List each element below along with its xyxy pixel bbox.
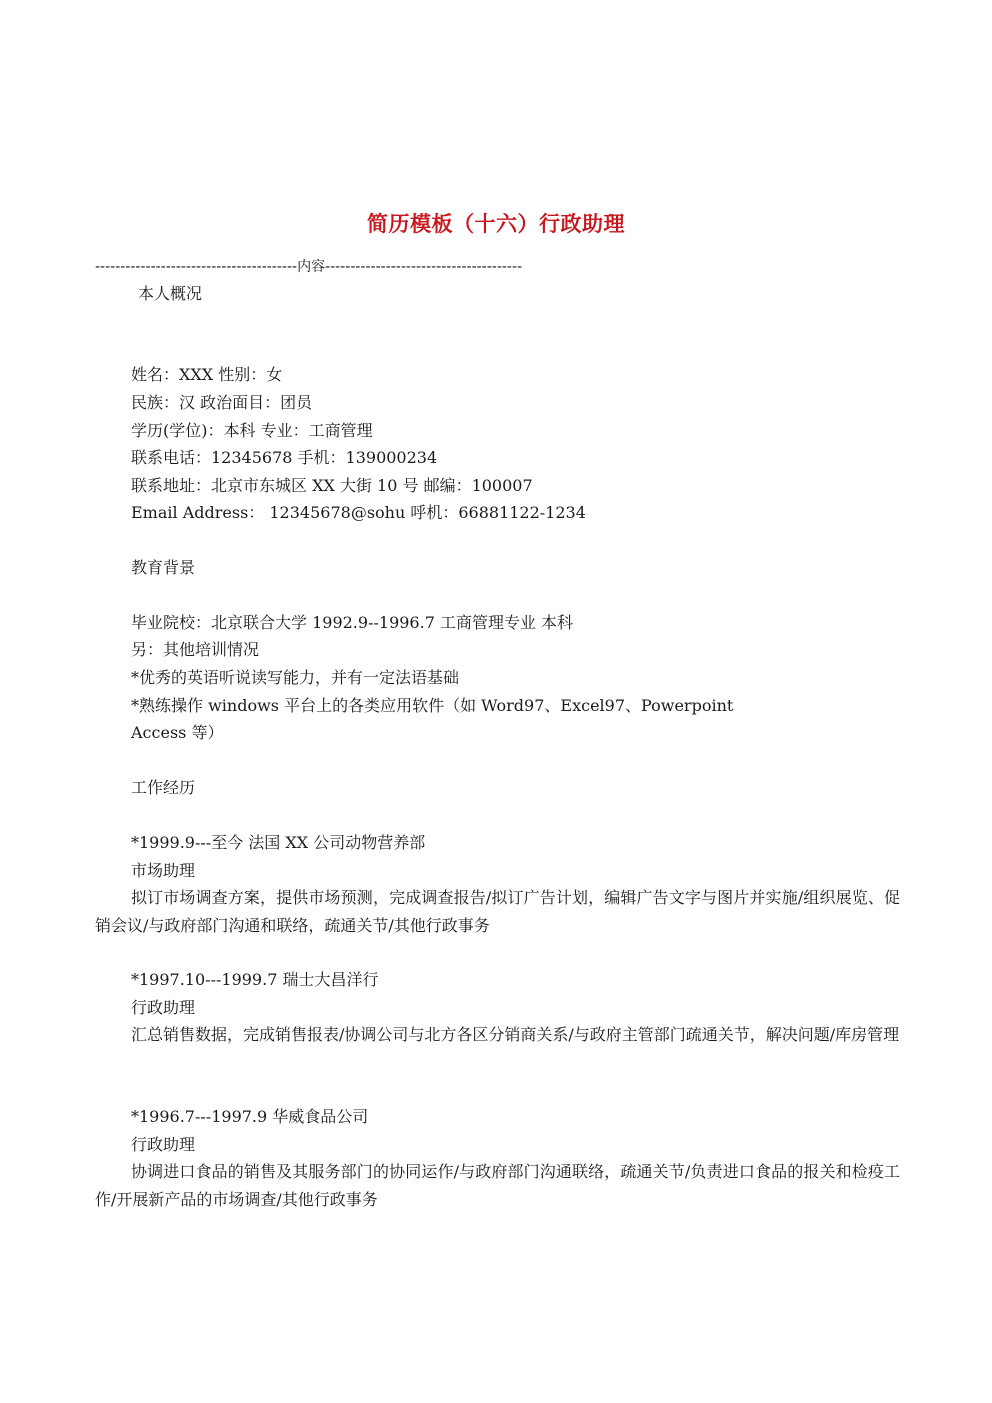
job-period: *1999.9---至今 法国 XX 公司动物营养部	[131, 833, 426, 852]
job-period: *1997.10---1999.7 瑞士大昌洋行	[131, 970, 379, 989]
job-duties: 协调进口食品的销售及其服务部门的协同运作/与政府部门沟通联络，疏通关节/负责进口食品的报关和检疫工作/开展新产品的市场调查/其他行政事务	[95, 1162, 900, 1209]
education-skill-language: *优秀的英语听说读写能力，并有一定法语基础	[131, 668, 460, 687]
personal-degree-major: 学历(学位)：本科 专业：工商管理	[131, 421, 373, 440]
personal-email-pager: Email Address： 12345678@sohu 呼机：66881122-1234	[131, 503, 586, 522]
overview-heading: 本人概况	[138, 284, 203, 303]
work-heading: 工作经历	[131, 778, 196, 797]
job-position: 行政助理	[131, 1135, 196, 1154]
document-title: 简历模板（十六）行政助理	[367, 211, 625, 236]
education-training-label: 另：其他培训情况	[131, 640, 260, 659]
personal-phone: 联系电话：12345678 手机：139000234	[131, 448, 438, 467]
job-position: 市场助理	[131, 861, 196, 880]
job-duties: 汇总销售数据，完成销售报表/协调公司与北方各区分销商关系/与政府主管部门疏通关节，解决问题/库房管理	[131, 1025, 900, 1044]
job-position: 行政助理	[131, 998, 196, 1017]
job-period: *1996.7---1997.9 华威食品公司	[131, 1107, 369, 1126]
education-skill-software: *熟练操作 windows 平台上的各类应用软件（如 Word97、Excel97、Powerpoint	[131, 696, 734, 715]
education-skill-software-cont: Access 等）	[131, 723, 224, 742]
job-duties: 拟订市场调查方案，提供市场预测，完成调查报告/拟订广告计划，编辑广告文字与图片并实施/组织展览、促销会议/与政府部门沟通和联络，疏通关节/其他行政事务	[95, 888, 900, 935]
personal-address: 联系地址：北京市东城区 XX 大街 10 号 邮编：100007	[131, 476, 533, 495]
content-divider: ----------------------------------------内容---------------------------------------	[95, 259, 523, 275]
education-school: 毕业院校：北京联合大学 1992.9--1996.7 工商管理专业 本科	[131, 613, 574, 632]
personal-ethnicity-politics: 民族：汉 政治面目：团员	[131, 393, 313, 412]
education-heading: 教育背景	[131, 558, 196, 577]
personal-name-gender: 姓名：XXX 性别：女	[131, 365, 283, 384]
